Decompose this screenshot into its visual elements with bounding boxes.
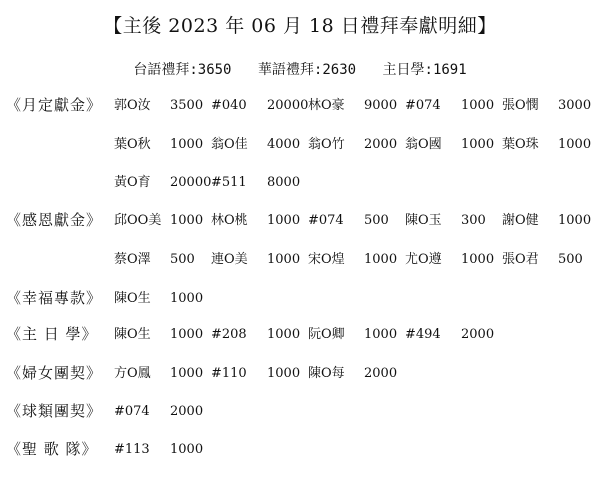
donor-name: 陳O生 (114, 327, 151, 342)
donation-entry (114, 249, 211, 271)
donor-name: 方O鳳 (114, 366, 151, 381)
donation-amount: 1000 (461, 98, 495, 113)
donation-amount: 1000 (558, 213, 592, 228)
donation-entry (405, 249, 502, 271)
donation-amount: 1000 (558, 137, 592, 152)
attendance-summary (0, 60, 600, 80)
offering-row (0, 94, 600, 116)
donation-entry (502, 249, 599, 271)
category-label: 《球類團契》 (6, 402, 103, 420)
donation-entry (308, 324, 405, 346)
donation-entry (211, 95, 308, 117)
summary-value: 3650 (197, 62, 232, 78)
donation-amount: 1000 (461, 252, 495, 267)
donation-amount: 8000 (267, 175, 301, 190)
donor-name: 張O君 (502, 252, 539, 267)
donation-entry (308, 95, 405, 117)
donation-entry (211, 210, 308, 232)
donation-entry (405, 134, 502, 156)
summary-taiwanese (133, 62, 231, 78)
donation-amount: 1000 (170, 213, 204, 228)
entries (114, 287, 211, 310)
donation-amount: 3000 (558, 98, 592, 113)
donation-entry (405, 95, 502, 117)
donation-entry (211, 324, 308, 346)
donor-name: #113 (114, 442, 150, 457)
donation-entry (502, 210, 599, 232)
entries (114, 248, 599, 271)
entries (114, 438, 211, 461)
donor-name: #511 (211, 175, 247, 190)
donation-entry (502, 134, 599, 156)
donor-name: 林O豪 (308, 98, 345, 113)
offering-row (0, 171, 600, 193)
donor-name: 宋O煌 (308, 252, 345, 267)
category-label: 《主 日 學》 (6, 325, 98, 343)
offering-row (0, 323, 600, 345)
donation-entry (114, 95, 211, 117)
donor-name: 阮O卿 (308, 327, 345, 342)
donor-name: 黃O育 (114, 175, 151, 190)
donation-amount: 500 (170, 252, 195, 267)
donation-entry (211, 134, 308, 156)
donation-entry (405, 210, 502, 232)
donation-amount: 1000 (267, 252, 301, 267)
donor-name: 陳O生 (114, 291, 151, 306)
donor-name: 葉O秋 (114, 137, 151, 152)
donation-amount: 2000 (170, 404, 204, 419)
summary-label: 華語禮拜: (257, 62, 323, 78)
donation-entry (211, 249, 308, 271)
entries (114, 209, 599, 232)
donation-amount: 1000 (267, 366, 301, 381)
donor-name: #074 (405, 98, 441, 113)
donation-entry (502, 95, 599, 117)
summary-value: 2630 (322, 62, 357, 78)
page-title: 【主後 2023 年 06 月 18 日禮拜奉獻明細】 (103, 15, 497, 37)
donor-name: 邱OO美 (114, 213, 162, 228)
offering-row (0, 248, 600, 270)
category-label: 《婦女團契》 (6, 364, 103, 382)
offering-row (0, 133, 600, 155)
donation-entry (308, 249, 405, 271)
summary-sunday-school (383, 62, 467, 78)
donor-name: 翁O國 (405, 137, 442, 152)
donation-amount: 2000 (364, 137, 398, 152)
offering-row (0, 362, 600, 384)
summary-label: 主日學: (382, 62, 433, 78)
donor-name: 尤O遵 (405, 252, 442, 267)
donation-amount: 1000 (364, 252, 398, 267)
offering-row (0, 209, 600, 231)
donation-amount: 500 (558, 252, 583, 267)
donation-entry (114, 172, 211, 194)
donation-amount: 1000 (267, 213, 301, 228)
donation-entry (211, 172, 308, 194)
donor-name: #074 (308, 213, 344, 228)
offering-row (0, 287, 600, 309)
donation-entry (308, 134, 405, 156)
donation-amount: 20000 (267, 98, 309, 113)
entries (114, 133, 599, 156)
donor-name: 翁O竹 (308, 137, 345, 152)
donation-entry (114, 134, 211, 156)
donor-name: 陳O每 (308, 366, 345, 381)
offering-row (0, 400, 600, 422)
donor-name: 連O美 (211, 252, 248, 267)
donation-amount: 1000 (170, 291, 204, 306)
donation-amount: 20000 (170, 175, 212, 190)
summary-mandarin (258, 62, 356, 78)
summary-value: 1691 (432, 62, 467, 78)
donor-name: #208 (211, 327, 247, 342)
donation-amount: 9000 (364, 98, 398, 113)
donor-name: 張O憫 (502, 98, 539, 113)
donation-entry (114, 439, 211, 461)
category-label: 《感恩獻金》 (6, 211, 103, 229)
category-label: 《幸福專款》 (6, 289, 103, 307)
donation-entry (114, 363, 211, 385)
category-label: 《聖 歌 隊》 (6, 440, 98, 458)
donor-name: 陳O玉 (405, 213, 442, 228)
donor-name: 郭O汝 (114, 98, 151, 113)
donation-entry (114, 324, 211, 346)
donor-name: #110 (211, 366, 247, 381)
entries (114, 94, 599, 117)
donation-amount: 2000 (364, 366, 398, 381)
donation-amount: 1000 (170, 366, 204, 381)
donor-name: #074 (114, 404, 150, 419)
donation-entry (308, 210, 405, 232)
donor-name: 翁O佳 (211, 137, 248, 152)
donation-amount: 1000 (170, 442, 204, 457)
donation-amount: 1000 (170, 137, 204, 152)
entries (114, 400, 211, 423)
donation-entry (114, 401, 211, 423)
donor-name: #040 (211, 98, 247, 113)
donation-amount: 1000 (267, 327, 301, 342)
entries (114, 362, 405, 385)
entries (114, 323, 502, 346)
donation-amount: 4000 (267, 137, 301, 152)
donation-amount: 1000 (461, 137, 495, 152)
offering-row (0, 438, 600, 460)
donor-name: 林O桃 (211, 213, 248, 228)
donor-name: #494 (405, 327, 441, 342)
donor-name: 蔡O澤 (114, 252, 151, 267)
donation-entry (114, 210, 211, 232)
donation-amount: 300 (461, 213, 486, 228)
donation-entry (114, 288, 211, 310)
donation-entry (405, 324, 502, 346)
donation-entry (308, 363, 405, 385)
category-label: 《月定獻金》 (6, 96, 103, 114)
donation-amount: 1000 (170, 327, 204, 342)
donation-amount: 1000 (364, 327, 398, 342)
donation-amount: 2000 (461, 327, 495, 342)
donation-entry (211, 363, 308, 385)
summary-label: 台語禮拜: (133, 62, 198, 78)
donor-name: 謝O健 (502, 213, 539, 228)
donor-name: 葉O珠 (502, 137, 539, 152)
donation-amount: 3500 (170, 98, 204, 113)
donation-amount: 500 (364, 213, 389, 228)
entries (114, 171, 308, 194)
